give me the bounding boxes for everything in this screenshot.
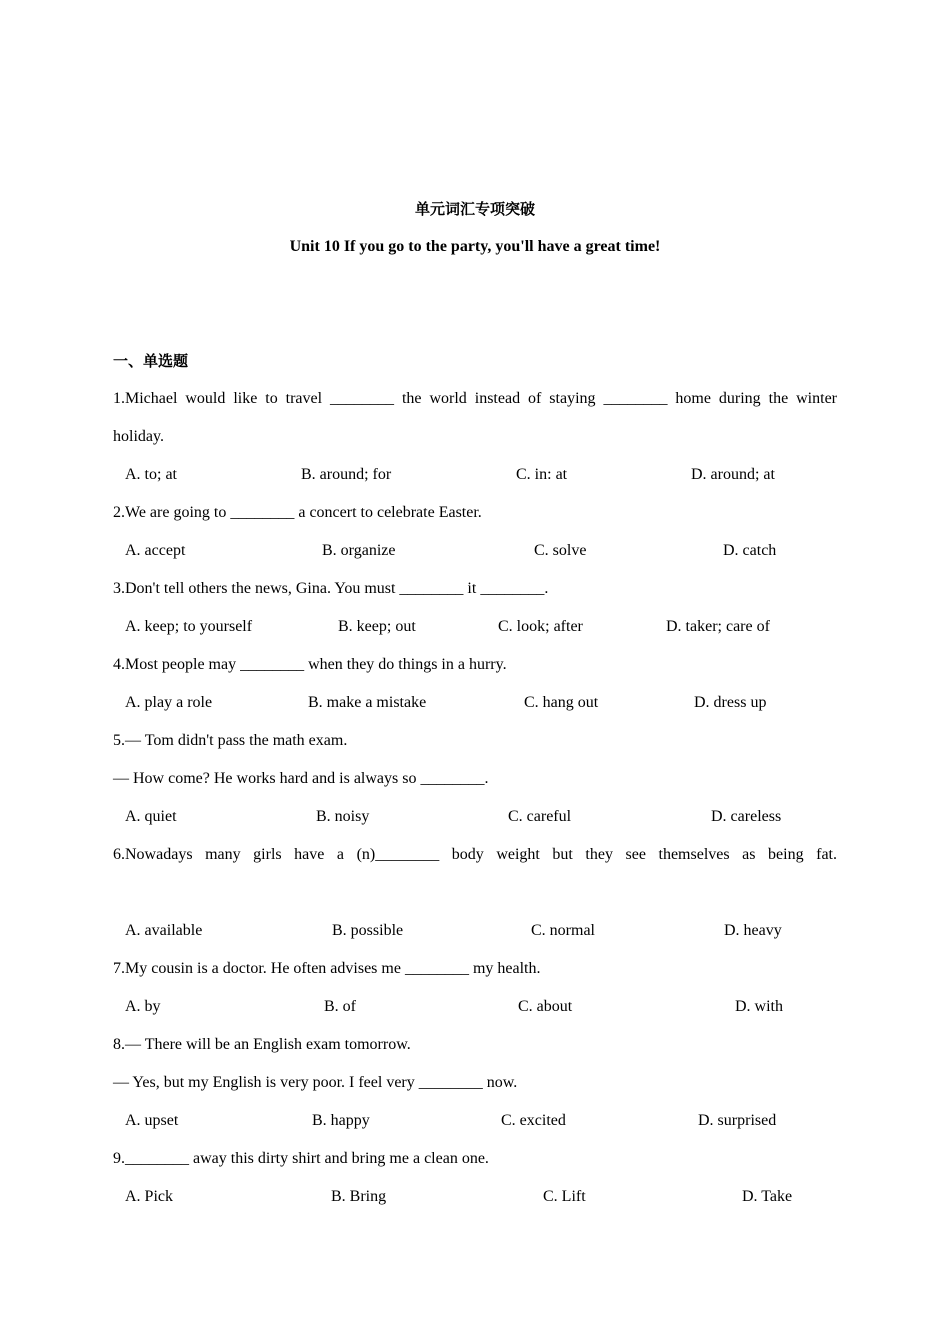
question-2 <box>113 494 837 570</box>
option-d[interactable]: D. around; at <box>691 466 775 483</box>
page-title-english: Unit 10 If you go to the party, you'll have a great time! <box>289 238 661 255</box>
question-4-options <box>113 684 837 722</box>
option-a[interactable]: A. Pick <box>125 1188 173 1205</box>
section-heading: 一、单选题 <box>113 352 189 370</box>
option-b[interactable]: B. keep; out <box>338 618 416 635</box>
option-d[interactable]: D. catch <box>723 542 777 559</box>
question-1-options <box>113 456 837 494</box>
option-a[interactable]: A. upset <box>125 1112 179 1129</box>
option-a[interactable]: A. by <box>125 998 161 1015</box>
option-d[interactable]: D. surprised <box>698 1112 777 1129</box>
question-3 <box>113 570 837 646</box>
option-a[interactable]: A. to; at <box>125 466 177 483</box>
option-b[interactable]: B. of <box>324 998 356 1015</box>
option-b[interactable]: B. Bring <box>331 1188 387 1205</box>
option-d[interactable]: D. dress up <box>694 694 767 711</box>
option-b[interactable]: B. happy <box>312 1112 370 1129</box>
option-d[interactable]: D. taker; care of <box>666 618 770 635</box>
option-a[interactable]: A. keep; to yourself <box>125 618 253 635</box>
question-8-stem-line-2: — Yes, but my English is very poor. I feel very ________ now. <box>113 1074 518 1091</box>
option-c[interactable]: C. look; after <box>498 618 583 635</box>
question-4-stem: 4.Most people may ________ when they do things in a hurry. <box>113 656 507 673</box>
option-c[interactable]: C. normal <box>531 922 595 939</box>
question-1 <box>113 380 837 494</box>
option-d[interactable]: D. with <box>735 998 783 1015</box>
question-2-stem: 2.We are going to ________ a concert to celebrate Easter. <box>113 504 482 521</box>
option-c[interactable]: C. solve <box>534 542 587 559</box>
option-d[interactable]: D. Take <box>742 1188 793 1205</box>
option-c[interactable]: C. hang out <box>524 694 599 711</box>
option-b[interactable]: B. make a mistake <box>308 694 427 711</box>
question-6-spacer <box>113 874 837 912</box>
question-6 <box>113 836 837 950</box>
question-8 <box>113 1026 837 1140</box>
question-5-stem-line-1: 5.— Tom didn't pass the math exam. <box>113 732 348 749</box>
option-a[interactable]: A. available <box>125 922 203 939</box>
question-7-options <box>113 988 837 1026</box>
question-9 <box>113 1140 837 1216</box>
option-b[interactable]: B. around; for <box>301 466 392 483</box>
question-5-stem-line-2: — How come? He works hard and is always so ________. <box>113 770 489 787</box>
option-d[interactable]: D. careless <box>711 808 782 825</box>
question-8-options <box>113 1102 837 1140</box>
question-3-stem: 3.Don't tell others the news, Gina. You must ________ it ________. <box>113 580 549 597</box>
option-c[interactable]: C. in: at <box>516 466 568 483</box>
option-c[interactable]: C. careful <box>508 808 572 825</box>
option-c[interactable]: C. about <box>518 998 573 1015</box>
question-9-stem: 9.________ away this dirty shirt and bring me a clean one. <box>113 1150 489 1167</box>
option-c[interactable]: C. Lift <box>543 1188 586 1205</box>
question-7-stem: 7.My cousin is a doctor. He often advises me ________ my health. <box>113 960 541 977</box>
question-1-stem-line-2: holiday. <box>113 428 164 445</box>
question-9-options <box>113 1178 837 1216</box>
option-a[interactable]: A. quiet <box>125 808 177 825</box>
question-list <box>113 380 837 1216</box>
question-1-stem-line-1: 1.Michael would like to travel ________ the world instead of staying ________ home during the winter <box>113 390 837 407</box>
option-b[interactable]: B. organize <box>322 542 396 559</box>
question-3-options <box>113 608 837 646</box>
question-5 <box>113 722 837 836</box>
page-title-chinese: 单元词汇专项突破 <box>414 200 535 218</box>
question-7 <box>113 950 837 1026</box>
option-a[interactable]: A. accept <box>125 542 186 559</box>
question-8-stem-line-1: 8.— There will be an English exam tomorrow. <box>113 1036 411 1053</box>
option-d[interactable]: D. heavy <box>724 922 782 939</box>
question-2-options <box>113 532 837 570</box>
option-b[interactable]: B. possible <box>332 922 404 939</box>
option-b[interactable]: B. noisy <box>316 808 370 825</box>
question-5-options <box>113 798 837 836</box>
option-c[interactable]: C. excited <box>501 1112 566 1129</box>
question-4 <box>113 646 837 722</box>
question-6-options <box>113 912 837 950</box>
option-a[interactable]: A. play a role <box>125 694 213 711</box>
question-6-stem: 6.Nowadays many girls have a (n)________ body weight but they see themselves as being fat. <box>113 846 837 863</box>
